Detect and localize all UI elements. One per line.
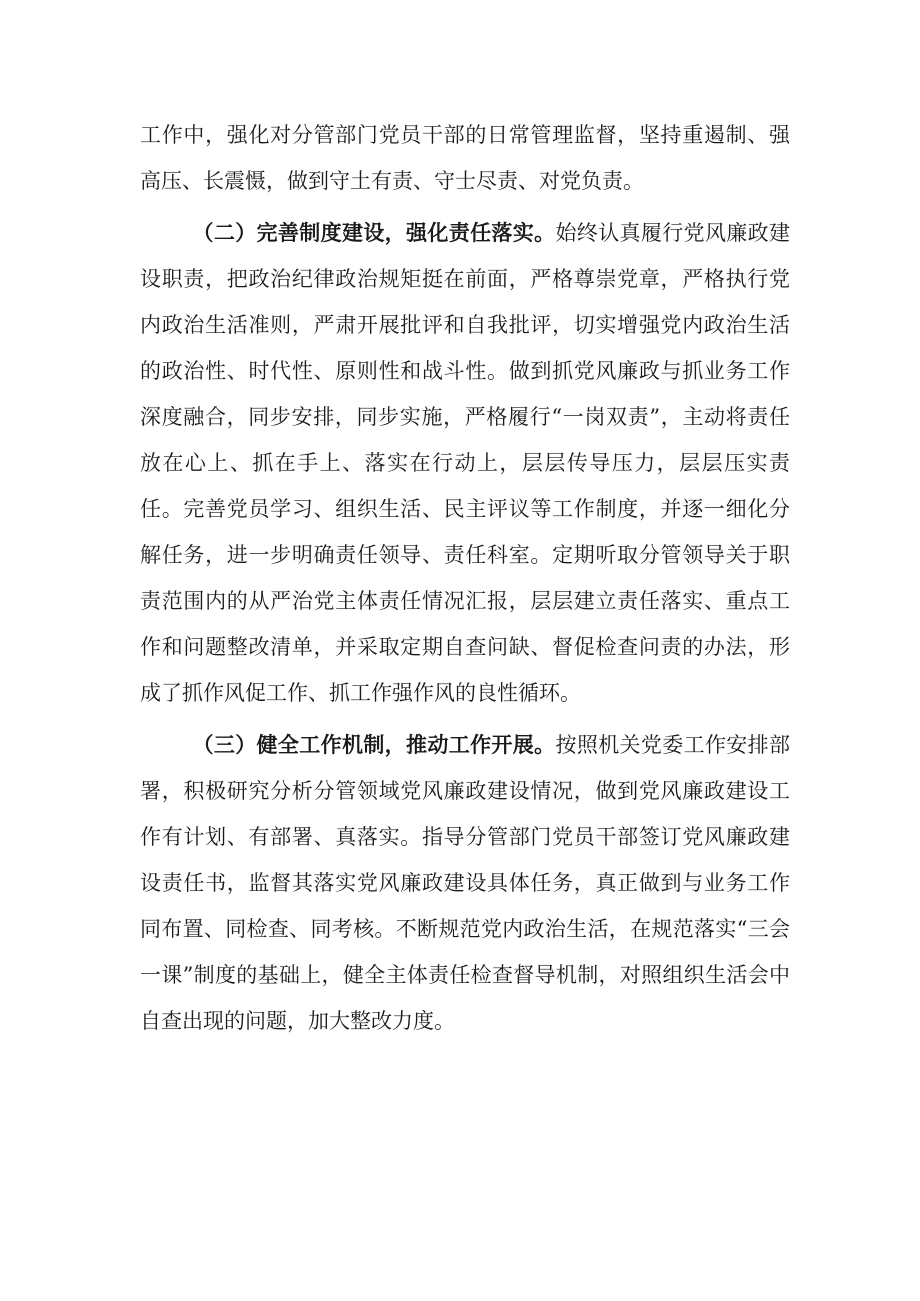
section-2-paragraph: [140, 210, 790, 716]
paragraph-continuation: 工作中，强化对分管部门党员干部的日常管理监督，坚持重遏制、强高压、长震慑，做到守土有责、守士尽责、对党负责。: [140, 123, 790, 193]
section-2-heading: （二）完善制度建设，强化责任落实。: [192, 221, 556, 245]
section-2-body: 始终认真履行党风廉政建设职责，把政治纪律政治规矩挺在前面，严格尊崇党章，严格执行党内政治生活准则，严肃开展批评和自我批评，切实增强党内政治生活的政治性、时代性、原则性和战斗性。做到抓党风廉政与抓业务工作深度融合，同步安排，同步实施，严格履行“一岗双责”，主动将责任放在心上、抓在手上、落实在行动上，层层传导压力，层层压实责任。完善党员学习、组织生活、民主评议等工作制度，并逐一细化分解任务，进一步明确责任领导、责任科室。定期听取分管领导关于职责范围内的从严治党主体责任情况汇报，层层建立责任落实、重点工作和问题整改清单，并采取定期自查问缺、督促检查问责的办法，形成了抓作风促工作、抓工作强作风的良性循环。: [140, 221, 791, 705]
section-3-paragraph: [140, 722, 790, 1044]
document-page: [140, 112, 790, 1050]
section-3-heading: （三）健全工作机制，推动工作开展。: [192, 733, 556, 757]
section-3-body: 按照机关党委工作安排部署，积极研究分析分管领域党风廉政建设情况，做到党风廉政建设工作有计划、有部署、真落实。指导分管部门党员干部签订党风廉政建设责任书，监督其落实党风廉政建设具体任务，真正做到与业务工作同布置、同检查、同考核。不断规范党内政治生活，在规范落实“三会一课”制度的基础上，健全主体责任检查督导机制，对照组织生活会中自查出现的问题，加大整改力度。: [140, 733, 791, 1033]
